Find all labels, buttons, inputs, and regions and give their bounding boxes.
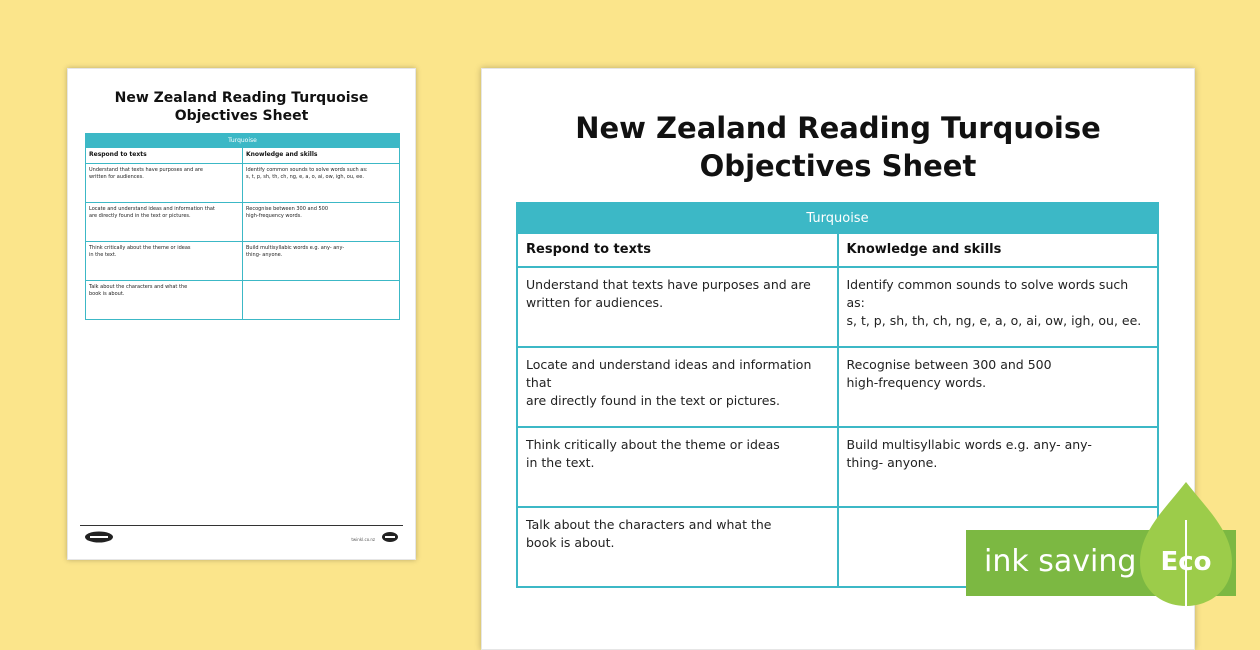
sheet-title-line2: Objectives Sheet xyxy=(699,149,977,183)
thumbnail-objectives-table xyxy=(85,133,400,320)
table-row xyxy=(517,347,1158,427)
table-row xyxy=(517,267,1158,347)
table-banner: Turquoise xyxy=(517,203,1158,233)
footer-divider xyxy=(80,525,403,526)
thumbnail-cell-knowledge: Recognise between 300 and 500 high-frequency words. xyxy=(243,203,400,242)
thumbnail-sheet[interactable] xyxy=(67,68,416,560)
sheet-title-line1: New Zealand Reading Turquoise xyxy=(575,111,1101,145)
eco-leaf-icon xyxy=(1138,480,1234,615)
thumbnail-col-header-knowledge: Knowledge and skills xyxy=(243,148,400,164)
cell-knowledge: Build multisyllabic words e.g. any- any- thing- anyone. xyxy=(838,427,1159,507)
thumbnail-title-line2: Objectives Sheet xyxy=(174,108,309,124)
thumbnail-cell-respond: Talk about the characters and what the book is about. xyxy=(86,281,243,320)
footer-mark-icon xyxy=(381,531,399,543)
thumbnail-cell-respond: Locate and understand ideas and information that are directly found in the text or pictures. xyxy=(86,203,243,242)
cell-respond: Think critically about the theme or ideas in the text. xyxy=(517,427,838,507)
thumbnail-table-row xyxy=(86,203,400,242)
thumbnail-title-line1: New Zealand Reading Turquoise xyxy=(114,90,369,106)
thumbnail-site-text: twinkl.co.nz xyxy=(351,537,375,542)
thumbnail-col-header-respond: Respond to texts xyxy=(86,148,243,164)
cell-respond: Locate and understand ideas and information that are directly found in the text or pictures. xyxy=(517,347,838,427)
col-header-respond: Respond to texts xyxy=(517,233,838,267)
thumbnail-cell-respond: Think critically about the theme or ideas in the text. xyxy=(86,242,243,281)
ink-saving-label: ink saving xyxy=(984,544,1137,579)
eco-leaf-text: Eco xyxy=(1160,547,1212,577)
thumbnail-footer xyxy=(80,525,403,547)
sheet-title xyxy=(482,109,1194,185)
table-row xyxy=(517,427,1158,507)
thumbnail-cell-knowledge: Build multisyllabic words e.g. any- any- thing- anyone. xyxy=(243,242,400,281)
thumbnail-cell-respond: Understand that texts have purposes and are written for audiences. xyxy=(86,164,243,203)
col-header-knowledge: Knowledge and skills xyxy=(838,233,1159,267)
cell-knowledge: Identify common sounds to solve words such as: s, t, p, sh, th, ch, ng, e, a, o, ai, ow, igh, ou, ee. xyxy=(838,267,1159,347)
thumbnail-title xyxy=(68,89,415,125)
thumbnail-table-row xyxy=(86,281,400,320)
thumbnail-table-row xyxy=(86,164,400,203)
twinkl-logo-icon xyxy=(84,531,114,543)
cell-respond: Talk about the characters and what the book is about. xyxy=(517,507,838,587)
cell-knowledge: Recognise between 300 and 500 high-frequency words. xyxy=(838,347,1159,427)
thumbnail-cell-knowledge: Identify common sounds to solve words such as: s, t, p, sh, th, ch, ng, e, a, o, ai, ow, igh, ou, ee. xyxy=(243,164,400,203)
thumbnail-table-banner: Turquoise xyxy=(86,134,400,148)
cell-respond: Understand that texts have purposes and are written for audiences. xyxy=(517,267,838,347)
thumbnail-table-row xyxy=(86,242,400,281)
thumbnail-cell-knowledge xyxy=(243,281,400,320)
